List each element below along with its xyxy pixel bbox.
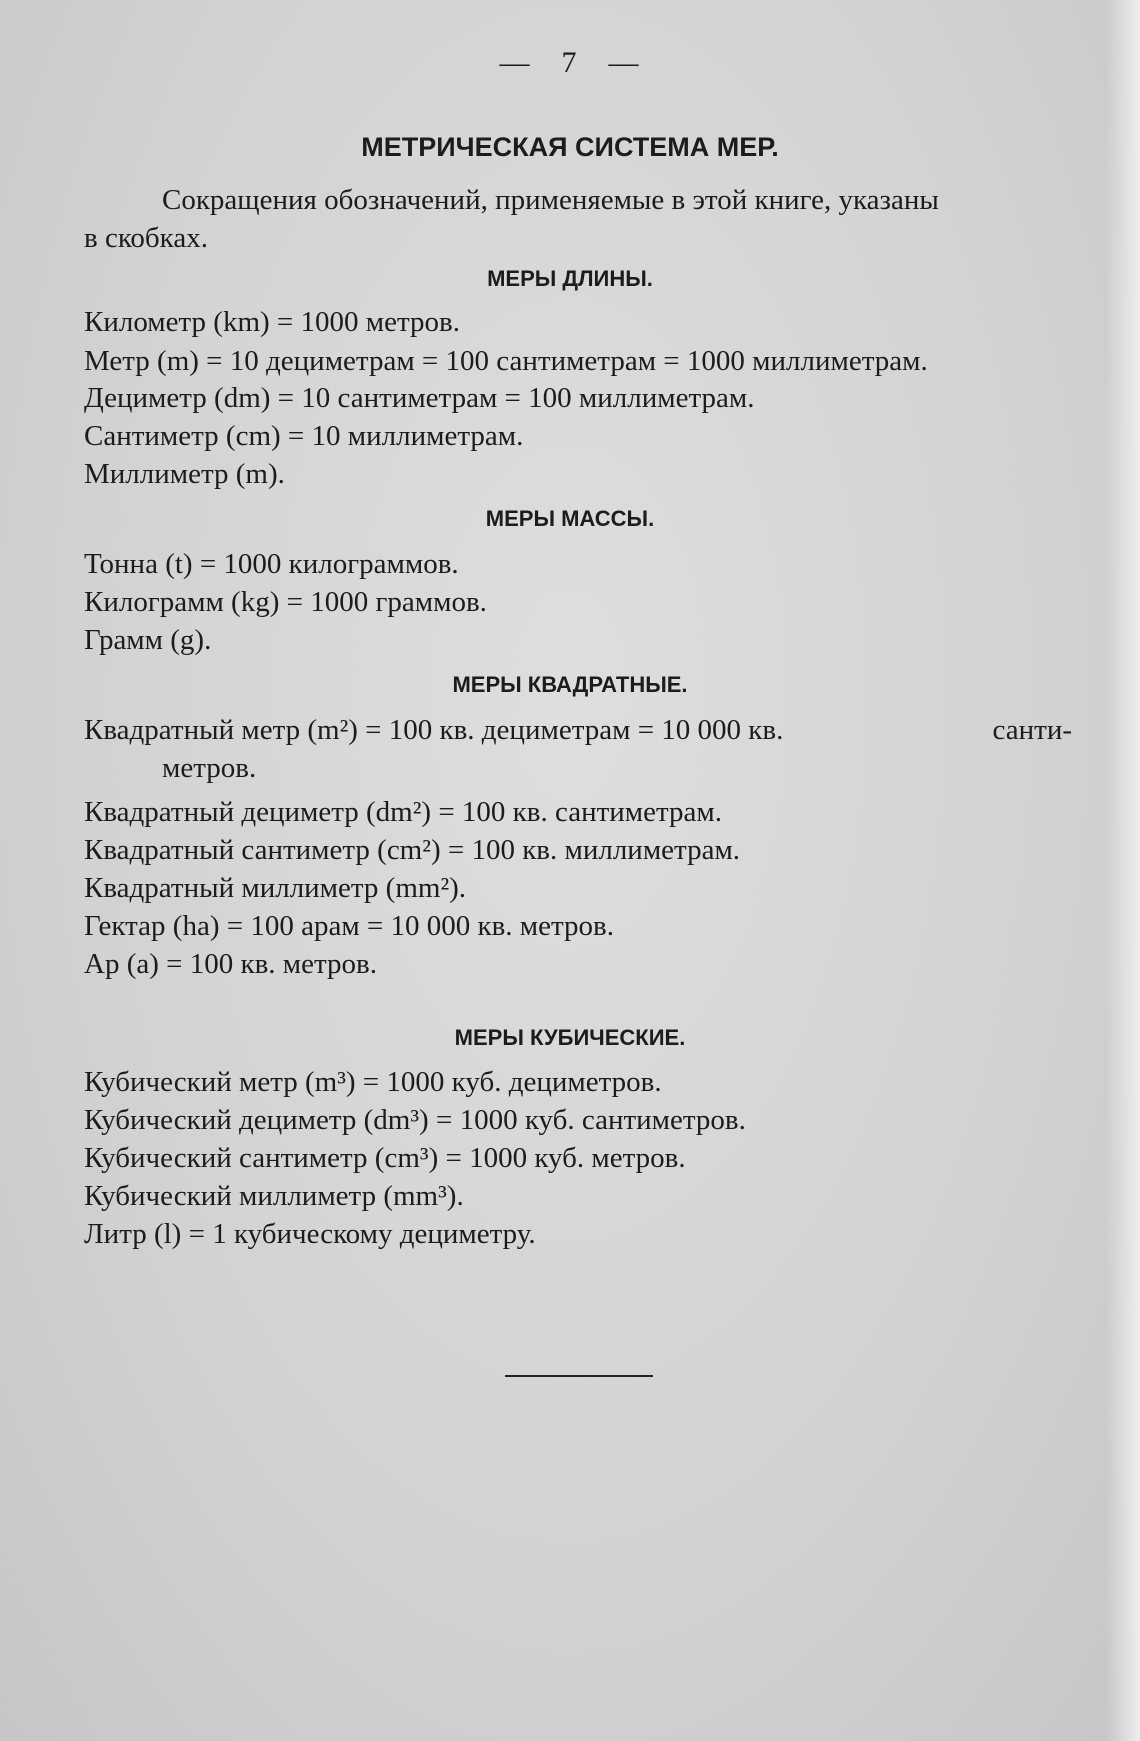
page-title: МЕТРИЧЕСКАЯ СИСТЕМА МЕР. xyxy=(361,132,779,162)
cubic-line: Кубический метр (m³) = 1000 куб. дециметров. xyxy=(84,1066,662,1098)
page-number-value: 7 xyxy=(561,46,579,79)
page-number xyxy=(0,46,1140,80)
heading-length: МЕРЫ ДЛИНЫ. xyxy=(487,266,653,291)
page-number-dash-right: — xyxy=(608,46,641,79)
intro-text-line-2: в скобках. xyxy=(84,222,208,254)
square-line: Квадратный дециметр (dm²) = 100 кв. сантиметрам. xyxy=(84,796,722,828)
cubic-line: Кубический дециметр (dm³) = 1000 куб. сантиметров. xyxy=(84,1104,746,1136)
length-line: Миллиметр (m). xyxy=(84,458,285,490)
mass-line: Килограмм (kg) = 1000 граммов. xyxy=(84,586,487,618)
mass-line: Грамм (g). xyxy=(84,624,212,656)
cubic-line: Литр (l) = 1 кубическому дециметру. xyxy=(84,1218,536,1250)
closing-rule xyxy=(505,1375,653,1377)
intro-text-line-1: Сокращения обозначений, применяемые в этой книге, указаны xyxy=(162,184,939,216)
square-line-1-hyphenated: санти- xyxy=(992,714,1072,746)
length-line: Метр (m) = 10 дециметрам = 100 сантиметрам = 1000 миллиметрам. xyxy=(84,345,928,377)
heading-mass: МЕРЫ МАССЫ. xyxy=(485,506,655,531)
heading-square: МЕРЫ КВАДРАТНЫЕ. xyxy=(452,672,688,697)
square-line-1 xyxy=(84,714,1072,747)
page-edge xyxy=(1106,0,1140,1741)
page-number-dash-left: — xyxy=(499,46,532,79)
length-line: Сантиметр (cm) = 10 миллиметрам. xyxy=(84,420,524,452)
length-line: Дециметр (dm) = 10 сантиметрам = 100 миллиметрам. xyxy=(84,382,755,414)
square-line: Ар (a) = 100 кв. метров. xyxy=(84,948,377,980)
square-line-1-continuation: метров. xyxy=(162,752,257,784)
length-line: Километр (km) = 1000 метров. xyxy=(84,306,460,338)
square-line: Гектар (ha) = 100 арам = 10 000 кв. метров. xyxy=(84,910,615,942)
square-line: Квадратный миллиметр (mm²). xyxy=(84,872,467,904)
heading-cubic: МЕРЫ КУБИЧЕСКИЕ. xyxy=(454,1025,686,1050)
square-line: Квадратный сантиметр (cm²) = 100 кв. миллиметрам. xyxy=(84,834,741,866)
mass-line: Тонна (t) = 1000 килограммов. xyxy=(84,548,459,580)
cubic-line: Кубический миллиметр (mm³). xyxy=(84,1180,464,1212)
cubic-line: Кубический сантиметр (cm³) = 1000 куб. метров. xyxy=(84,1142,686,1174)
square-line-1-text: Квадратный метр (m²) = 100 кв. дециметрам = 10 000 кв. xyxy=(84,714,784,746)
